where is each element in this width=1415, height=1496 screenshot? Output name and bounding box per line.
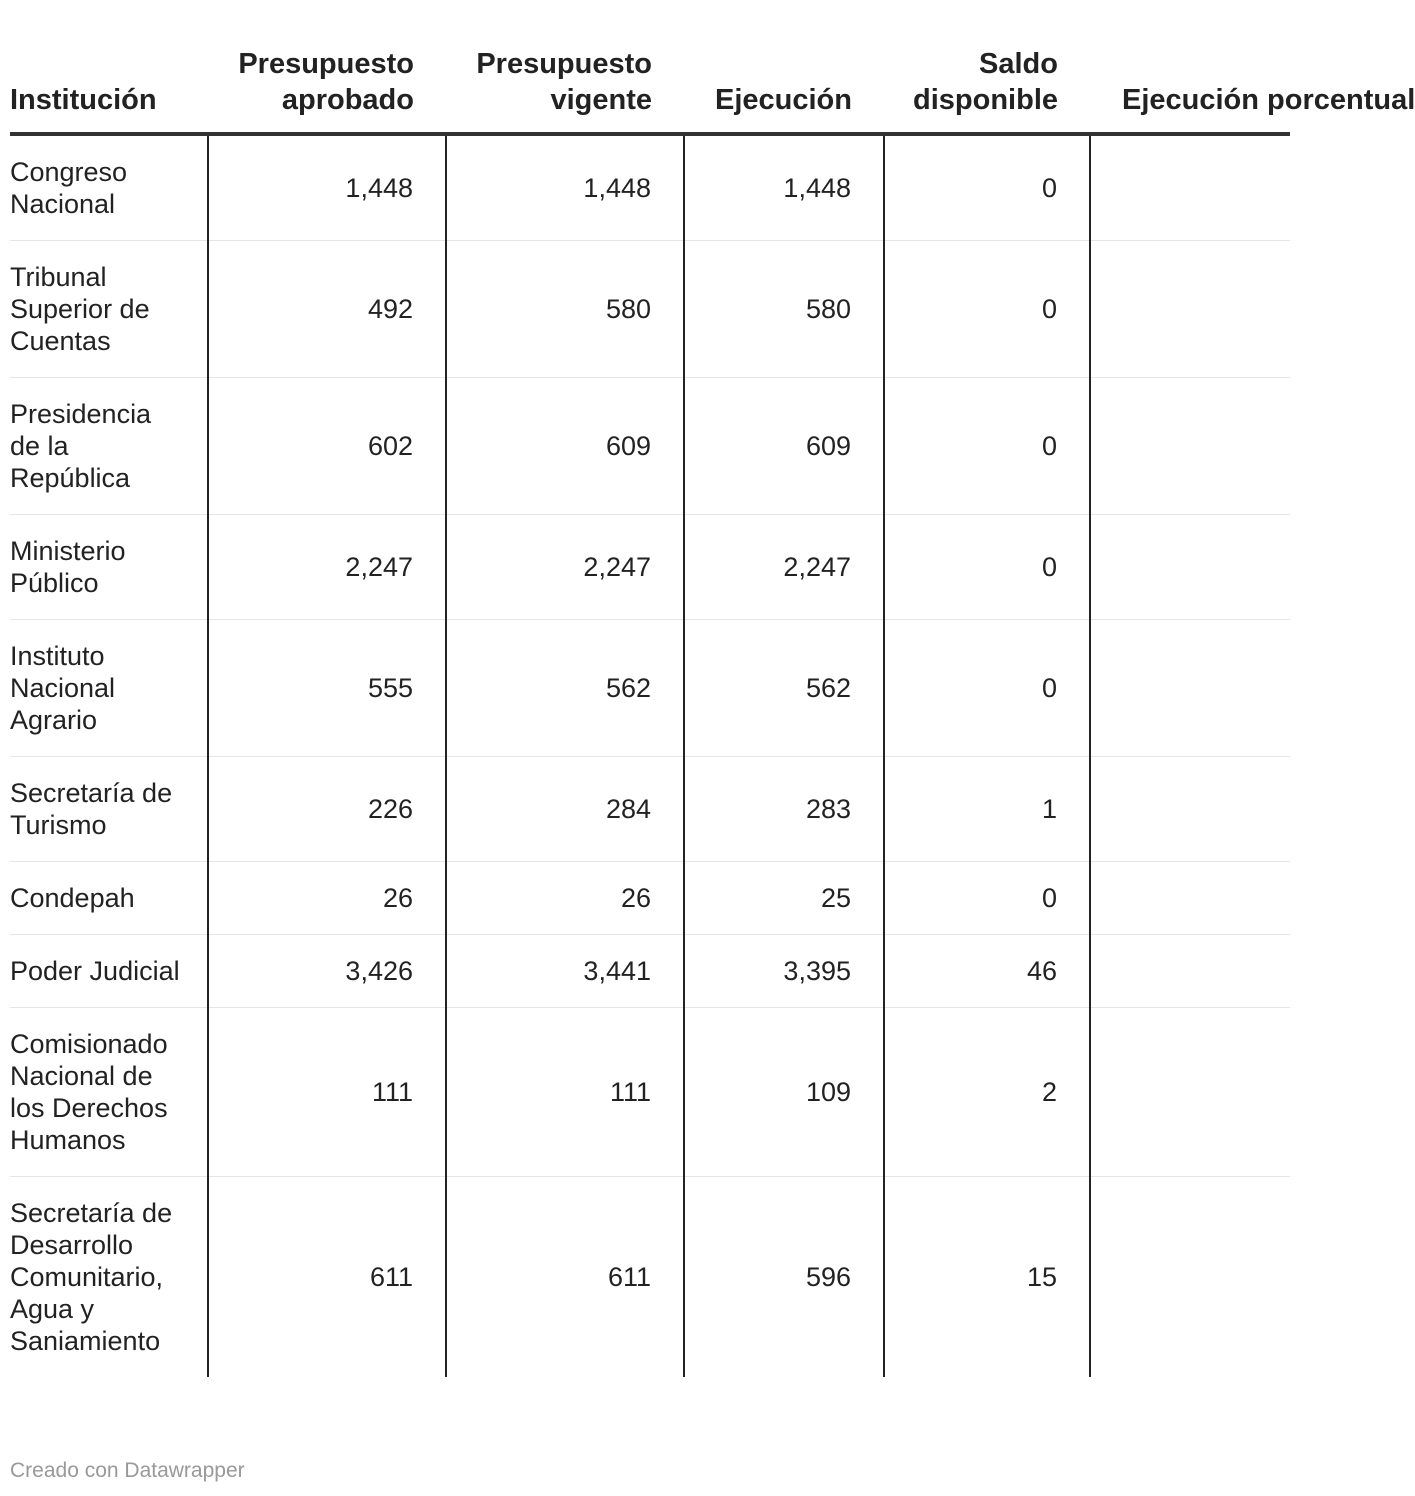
table-row (10, 620, 1290, 757)
value-cell: 555 (208, 620, 446, 757)
value-cell: 111 (446, 1008, 684, 1177)
value-cell: 580 (446, 241, 684, 378)
institution-cell: Tribunal Superior de Cuentas (10, 241, 208, 378)
value-cell: 3,441 (446, 935, 684, 1008)
value-cell (1090, 935, 1290, 1008)
value-cell: 25 (684, 862, 884, 935)
table-body (10, 134, 1290, 1377)
value-cell: 1,448 (684, 134, 884, 241)
value-cell (1090, 620, 1290, 757)
value-cell: 609 (446, 378, 684, 515)
value-cell: 1,448 (208, 134, 446, 241)
table-row (10, 862, 1290, 935)
column-header: Ejecución porcentual (1090, 40, 1290, 134)
value-cell: 26 (208, 862, 446, 935)
data-table-container (10, 40, 1415, 1377)
value-cell: 562 (684, 620, 884, 757)
value-cell: 0 (884, 620, 1090, 757)
value-cell: 2 (884, 1008, 1090, 1177)
institution-cell: Ministerio Público (10, 515, 208, 620)
value-cell: 2,247 (208, 515, 446, 620)
value-cell (1090, 862, 1290, 935)
value-cell: 46 (884, 935, 1090, 1008)
value-cell: 1 (884, 757, 1090, 862)
institution-cell: Poder Judicial (10, 935, 208, 1008)
value-cell: 283 (684, 757, 884, 862)
institution-cell: Instituto Nacional Agrario (10, 620, 208, 757)
value-cell: 611 (446, 1177, 684, 1378)
institution-cell: Condepah (10, 862, 208, 935)
table-row (10, 515, 1290, 620)
table-row (10, 757, 1290, 862)
value-cell: 0 (884, 378, 1090, 515)
value-cell: 562 (446, 620, 684, 757)
institution-cell: Congreso Nacional (10, 134, 208, 241)
table-row (10, 935, 1290, 1008)
datawrapper-credit: Creado con Datawrapper (10, 1459, 245, 1482)
column-header: Saldo disponible (884, 40, 1090, 134)
table-row (10, 1008, 1290, 1177)
value-cell: 3,395 (684, 935, 884, 1008)
value-cell: 26 (446, 862, 684, 935)
value-cell: 596 (684, 1177, 884, 1378)
value-cell: 0 (884, 134, 1090, 241)
value-cell (1090, 378, 1290, 515)
value-cell: 611 (208, 1177, 446, 1378)
table-row (10, 1177, 1290, 1378)
value-cell: 0 (884, 862, 1090, 935)
table-row (10, 134, 1290, 241)
table-header-row (10, 40, 1290, 134)
value-cell: 15 (884, 1177, 1090, 1378)
value-cell: 284 (446, 757, 684, 862)
value-cell (1090, 241, 1290, 378)
institution-cell: Secretaría de Desarrollo Comunitario, Agua y Saniamiento (10, 1198, 173, 1356)
value-cell: 580 (684, 241, 884, 378)
value-cell: 609 (684, 378, 884, 515)
value-cell (1090, 515, 1290, 620)
value-cell (1090, 1008, 1290, 1177)
value-cell: 0 (884, 515, 1090, 620)
column-header: Presupuesto vigente (446, 40, 684, 134)
value-cell: 492 (208, 241, 446, 378)
column-header: Institución (10, 40, 208, 134)
value-cell (1090, 134, 1290, 241)
value-cell: 2,247 (684, 515, 884, 620)
value-cell (1090, 757, 1290, 862)
value-cell: 226 (208, 757, 446, 862)
value-cell: 1,448 (446, 134, 684, 241)
value-cell: 2,247 (446, 515, 684, 620)
value-cell: 111 (208, 1008, 446, 1177)
value-cell: 0 (884, 241, 1090, 378)
value-cell (1090, 1177, 1290, 1378)
budget-table (10, 40, 1415, 1377)
value-cell: 109 (684, 1008, 884, 1177)
column-header: Ejecución (684, 40, 884, 134)
table-row (10, 378, 1290, 515)
table-row (10, 241, 1290, 378)
value-cell: 602 (208, 378, 446, 515)
column-header: Presupuesto aprobado (208, 40, 446, 134)
value-cell: 3,426 (208, 935, 446, 1008)
institution-cell: Secretaría de Turismo (10, 757, 208, 862)
institution-cell: Comisionado Nacional de los Derechos Humanos (10, 1008, 208, 1177)
institution-cell: Presidencia de la República (10, 378, 208, 515)
